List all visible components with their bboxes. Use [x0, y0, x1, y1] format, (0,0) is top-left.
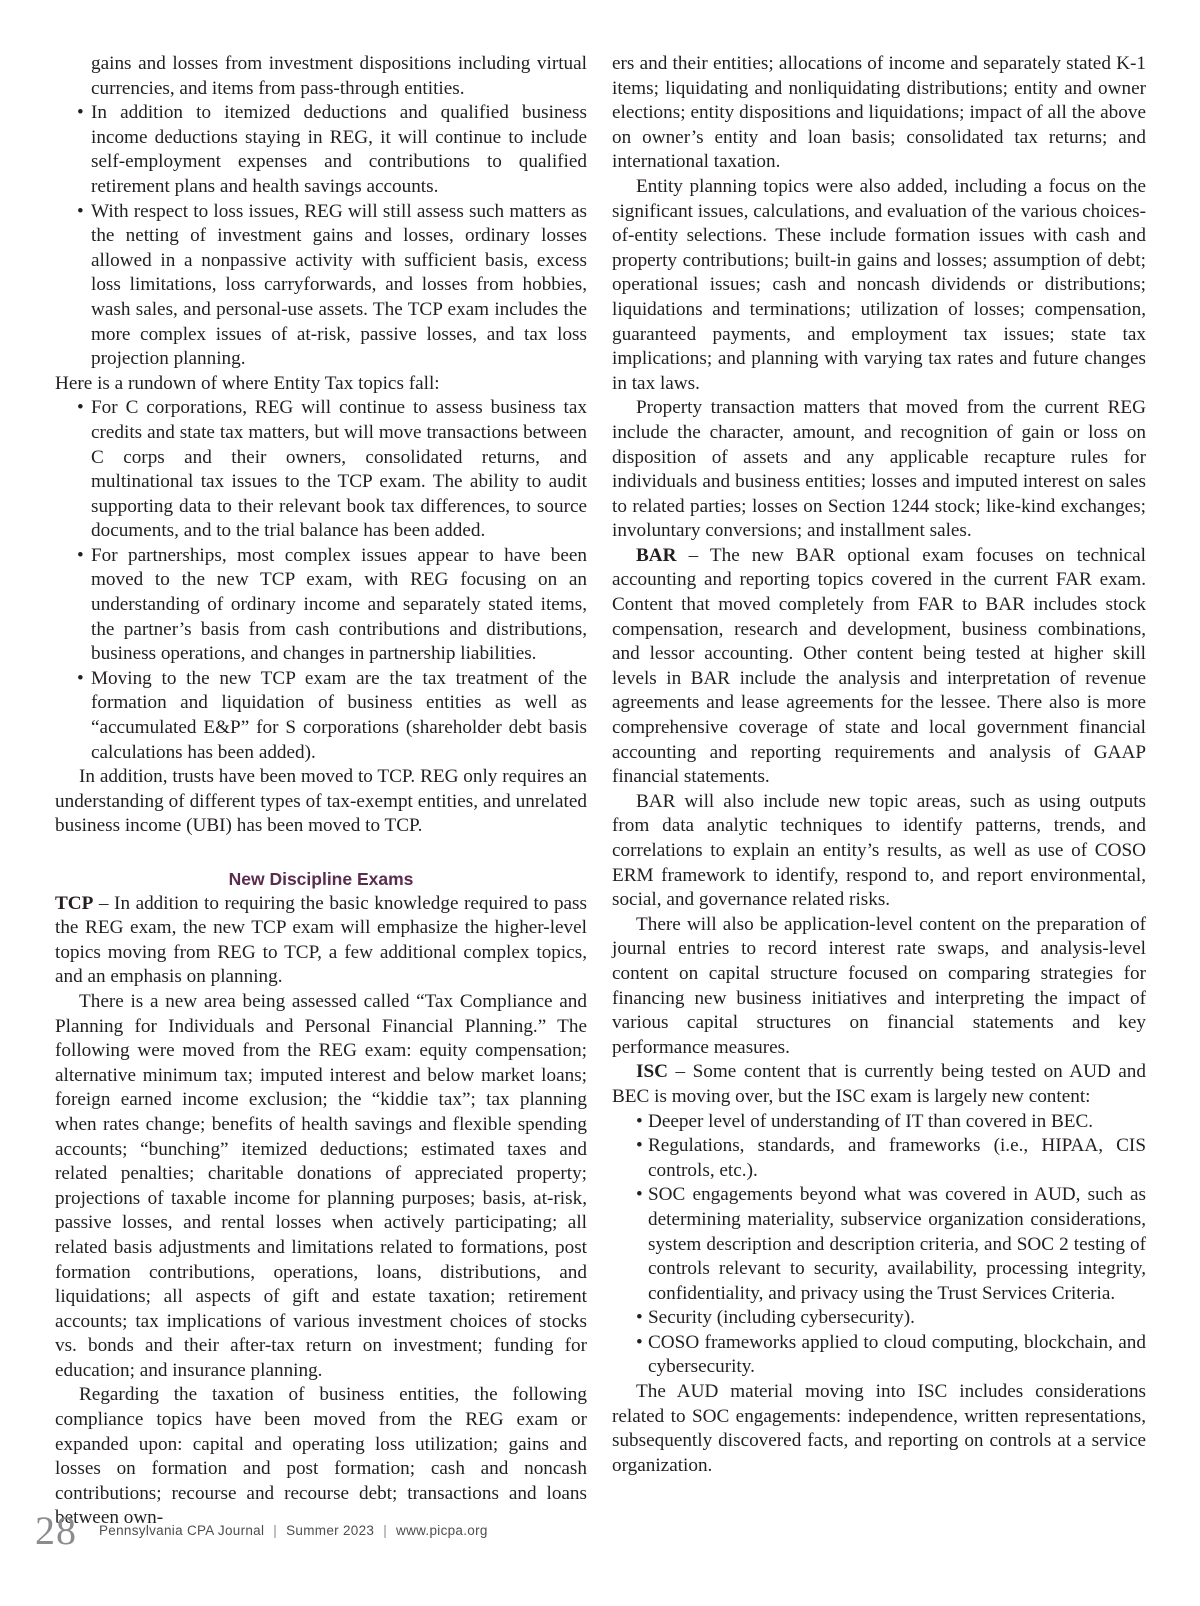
bar-paragraph — [612, 544, 1146, 790]
continued-bullet-text: gains and losses from investment dispositions including virtual currencies, and items from pass-through entities. — [91, 53, 587, 99]
paragraph: Regarding the taxation of business entities, the following compliance topics have been moved from the REG exam or expanded upon: capital and operating loss utilization; gains and losses on formation and post formation; cash and noncash contributions; recourse and recourse debt; transactions and loans between own- — [55, 1384, 587, 1529]
left-column — [55, 52, 587, 1531]
paragraph: BAR will also include new topic areas, such as using outputs from data analytic techniques to identify patterns, trends, and correlations to explain an entity’s results, as well as use of COSO ERM framework to identify, respond to, and report environmental, social, and governance related risks. — [612, 790, 1146, 911]
right-column — [612, 52, 1146, 1478]
paragraph: In addition, trusts have been moved to TCP. REG only requires an understanding of different types of tax-exempt entities, and unrelated business income (UBI) has been moved to TCP. — [55, 766, 587, 837]
footer-separator: | — [383, 1522, 388, 1538]
list-item: • COSO frameworks applied to cloud computing, blockchain, and cybersecurity. — [612, 1331, 1146, 1380]
paragraph: There is a new area being assessed called “Tax Compliance and Planning for Individuals and Personal Financial Planning.” The following were moved from the REG exam: equity compensation; alternative minimum tax; imputed interest and below market loans; foreign earned income exclusion; the “kiddie tax”; tax planning when rates change; benefits of health savings and flexible spending accounts; “bunching” itemized deductions; estimated taxes and related penalties; charitable donations of appreciated property; projections of taxable income for planning purposes; basis, at-risk, passive losses, and rental losses when actively participating; all related basis adjustments and limitations related to formations, post formation contributions, operations, loans, distributions, and liquidations; all aspects of gift and estate taxation; retirement accounts; tax implications of various investment choices of stocks vs. bonds and their after-tax return on investment; funding for education; and insurance planning. — [55, 990, 587, 1381]
paragraph: The AUD material moving into ISC includes considerations related to SOC engagements: independence, written representations, subsequently discovered facts, and reporting on controls at a service organization. — [612, 1381, 1146, 1476]
issue-date: Summer 2023 — [286, 1522, 375, 1538]
tcp-lead: TCP — [55, 892, 94, 914]
footer-separator: | — [273, 1522, 278, 1538]
isc-text: – Some content that is currently being tested on AUD and BEC is moving over, but the ISC exam is largely new content: — [612, 1061, 1146, 1107]
isc-bullets — [612, 1110, 1146, 1381]
section-heading: New Discipline Exams — [228, 869, 414, 889]
individual-tax-bullets — [55, 101, 587, 372]
list-item: • With respect to loss issues, REG will still assess such matters as the netting of investment gains and losses, ordinary losses allowed in a nonpassive activity with sufficient basis, excess loss limitations, loss carryforwards, and losses from hobbies, wash sales, and personal-use assets. The TCP exam includes the more complex issues of at-risk, passive losses, and tax loss projection planning. — [55, 200, 587, 372]
isc-paragraph — [612, 1060, 1146, 1109]
footer-text — [99, 1523, 488, 1538]
paragraph: ers and their entities; allocations of income and separately stated K-1 items; liquidating and nonliquidating distributions; entity and owner elections; entity dispositions and liquidations; impact of all the above on owner’s entity and loan basis; consolidated tax returns; and international taxation. — [612, 53, 1146, 173]
list-item: • Security (including cybersecurity). — [612, 1306, 1146, 1331]
paragraph: Property transaction matters that moved from the current REG include the character, amount, and recognition of gain or loss on disposition of assets and any applicable recapture rules for individuals and business entities; losses and imputed interest on sales to related parties; losses on Section 1244 stock; like-kind exchanges; involuntary conversions; and installment sales. — [612, 397, 1146, 542]
list-item: • For partnerships, most complex issues appear to have been moved to the new TCP exam, with REG focusing on an understanding of ordinary income and separately stated items, the partner’s basis from cash contributions and distributions, business operations, and changes in partnership liabilities. — [55, 544, 587, 667]
list-item: • Moving to the new TCP exam are the tax treatment of the formation and liquidation of business entities as well as “accumulated E&P” for S corporations (shareholder debt basis calculations has been added). — [55, 667, 587, 765]
list-item: • Regulations, standards, and frameworks (i.e., HIPAA, CIS controls, etc.). — [612, 1134, 1146, 1183]
bar-text: – The new BAR optional exam focuses on technical accounting and reporting topics covered in the current FAR exam. Content that moved completely from FAR to BAR includes stock compensation, research and development, business combinations, and lessor accounting. Other content being tested at higher skill levels in BAR include the analysis and interpretation of revenue agreements and lease agreements for the lessee. There also is more comprehensive coverage of state and local government financial accounting and reporting requirements and analysis of GAAP financial statements. — [612, 544, 1146, 788]
paragraph: Entity planning topics were also added, including a focus on the significant issues, calculations, and evaluation of the various choices-of-entity selections. These include formation issues with cash and property contributions; built-in gains and losses; assumption of debt; operational issues; cash and noncash dividends or distributions; liquidations and terminations; utilization of losses; compensation, guaranteed payments, and employment tax issues; state tax implications; and planning with varying tax rates and future changes in tax laws. — [612, 175, 1146, 394]
bar-lead: BAR — [636, 544, 677, 566]
website-link[interactable]: www.picpa.org — [396, 1522, 488, 1538]
list-item: • In addition to itemized deductions and qualified business income deductions staying in REG, it will continue to include self-employment expenses and contributions to qualified retirement plans and health savings accounts. — [55, 101, 587, 199]
entity-tax-intro: Here is a rundown of where Entity Tax topics fall: — [55, 372, 440, 394]
paragraph: There will also be application-level content on the preparation of journal entries to record interest rate swaps, and analysis-level content on capital structure focused on comparing strategies for financing new business initiatives and interpreting the impact of various capital structures on financial statements and key performance measures. — [612, 913, 1146, 1058]
tcp-text: – In addition to requiring the basic knowledge required to pass the REG exam, the new TCP exam will emphasize the higher-level topics moving from REG to TCP, a few additional complex topics, and an emphasis on planning. — [55, 892, 587, 988]
list-item: • Deeper level of understanding of IT than covered in BEC. — [612, 1110, 1146, 1135]
tcp-paragraph — [55, 892, 587, 990]
journal-name: Pennsylvania CPA Journal — [99, 1522, 265, 1538]
isc-lead: ISC — [636, 1061, 668, 1083]
entity-tax-bullets — [55, 396, 587, 765]
page-number: 28 — [35, 1507, 77, 1553]
list-item: • For C corporations, REG will continue to assess business tax credits and state tax matters, but will move transactions between C corps and their owners, consolidated returns, and multinational tax issues to the TCP exam. The ability to audit supporting data to their relevant book tax differences, to source documents, and to the trial balance has been added. — [55, 396, 587, 544]
list-item: • SOC engagements beyond what was covered in AUD, such as determining materiality, subservice organization considerations, system description and description criteria, and SOC 2 testing of controls relevant to security, availability, processing integrity, confidentiality, and privacy using the Trust Services Criteria. — [612, 1183, 1146, 1306]
page-footer — [35, 1500, 488, 1560]
